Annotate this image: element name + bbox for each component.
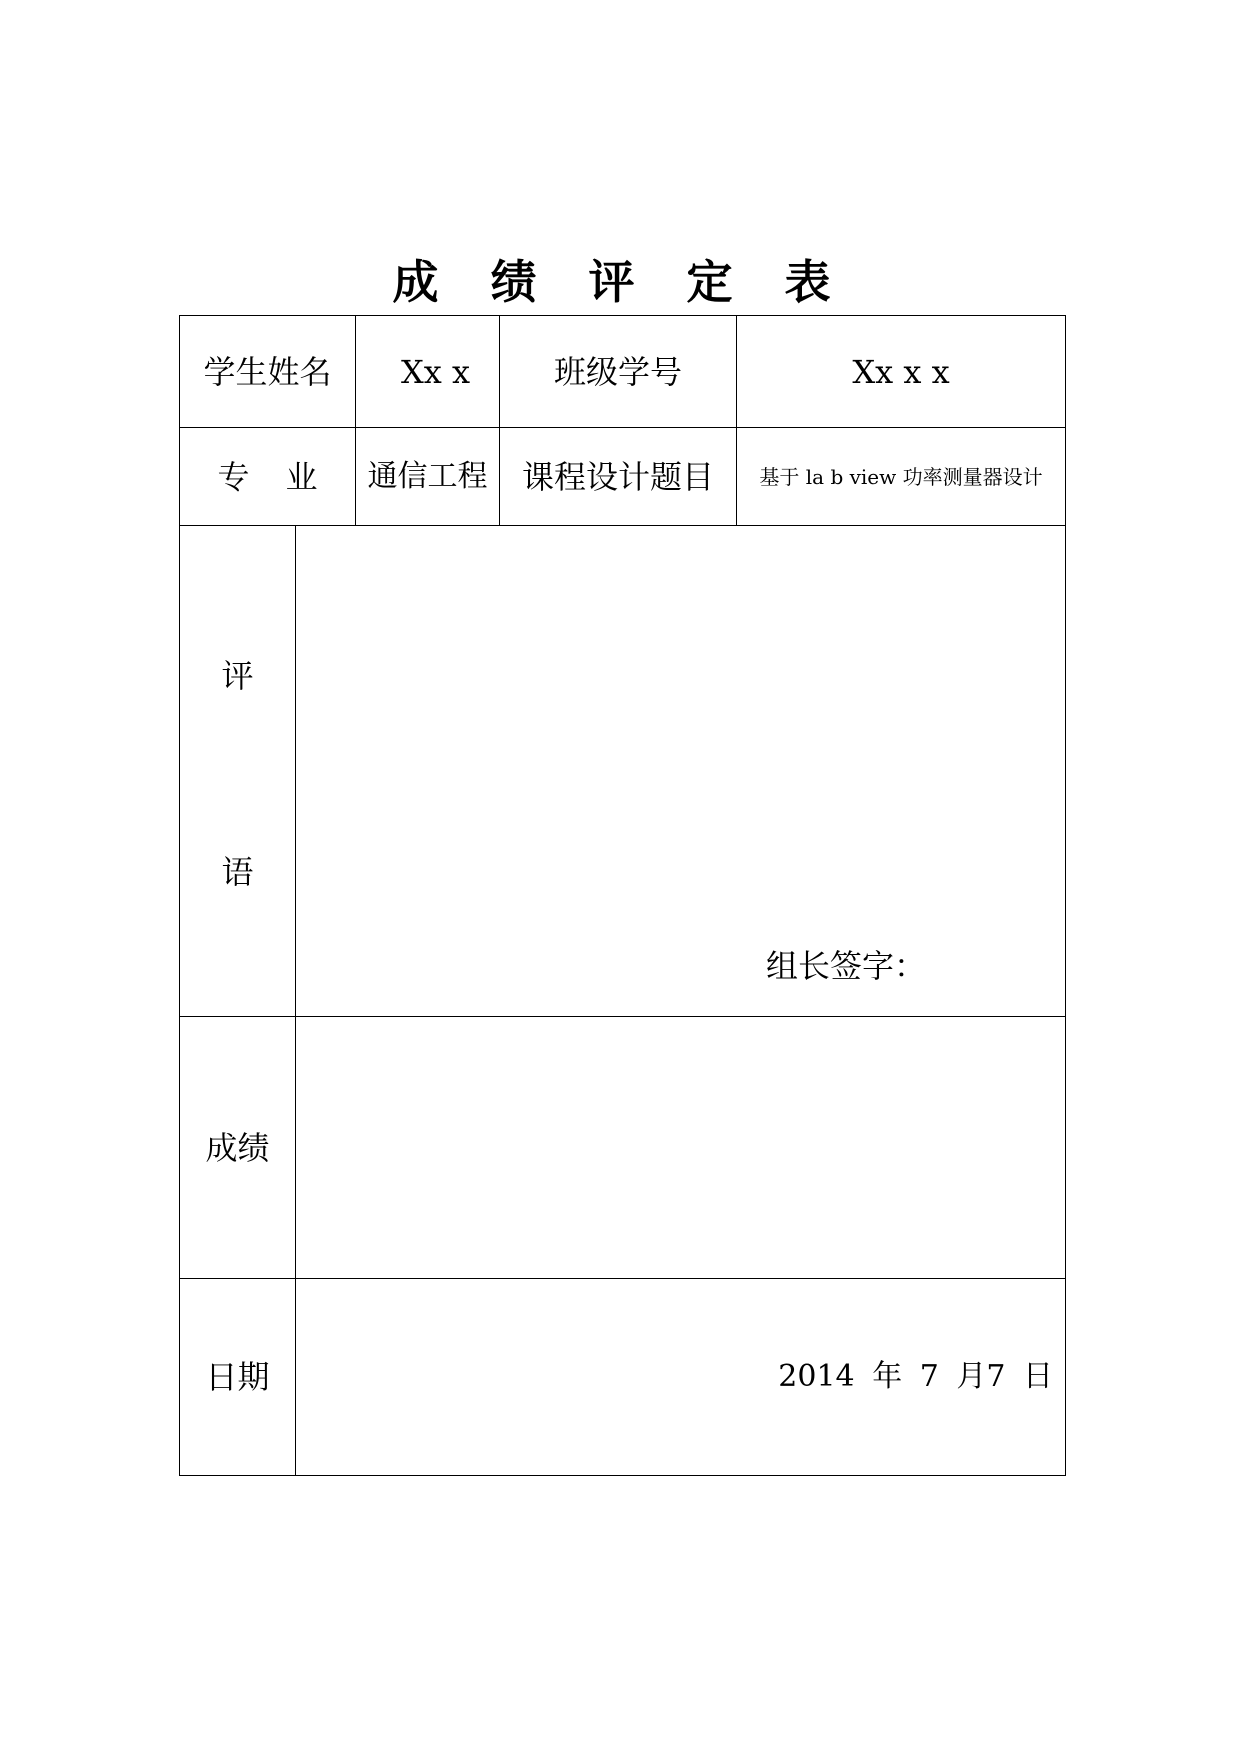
comment-body bbox=[296, 526, 1066, 1017]
date-year: 2014 bbox=[778, 1359, 855, 1394]
comment-label-bottom: 语 bbox=[221, 853, 254, 891]
date-month: 7 bbox=[919, 1359, 939, 1394]
topic-value: 基于 la b view 功率测量器设计 bbox=[737, 428, 1066, 526]
student-name-label: 学生姓名 bbox=[180, 316, 356, 428]
topic-label: 课程设计题目 bbox=[500, 428, 737, 526]
major-value: 通信工程 bbox=[356, 428, 500, 526]
comment-label-cell bbox=[180, 526, 296, 1017]
comment-row bbox=[180, 526, 1066, 1017]
major-label: 专业 bbox=[180, 428, 356, 526]
class-id-label: 班级学号 bbox=[500, 316, 737, 428]
major-topic-row bbox=[180, 428, 1066, 526]
grade-body bbox=[296, 1017, 1066, 1279]
team-leader-signature-label: 组长签字： bbox=[766, 947, 927, 985]
date-year-unit: 年 bbox=[872, 1359, 903, 1394]
page-title: 成 绩 评 定 表 bbox=[392, 255, 849, 309]
date-day-unit: 日 bbox=[1023, 1359, 1054, 1394]
date-month-unit: 月 bbox=[956, 1359, 987, 1394]
date-value bbox=[778, 1357, 1053, 1397]
grade-row bbox=[180, 1017, 1066, 1279]
comment-label-top: 评 bbox=[221, 657, 254, 695]
grade-evaluation-table bbox=[179, 315, 1066, 1476]
date-day: 7 bbox=[986, 1359, 1006, 1394]
grade-label: 成绩 bbox=[180, 1017, 296, 1279]
date-row bbox=[180, 1279, 1066, 1476]
date-body bbox=[296, 1279, 1066, 1476]
date-label: 日期 bbox=[180, 1279, 296, 1476]
class-id-value: Xx x x bbox=[737, 316, 1066, 428]
student-info-row bbox=[180, 316, 1066, 428]
student-name-value: Xx x bbox=[356, 316, 500, 428]
